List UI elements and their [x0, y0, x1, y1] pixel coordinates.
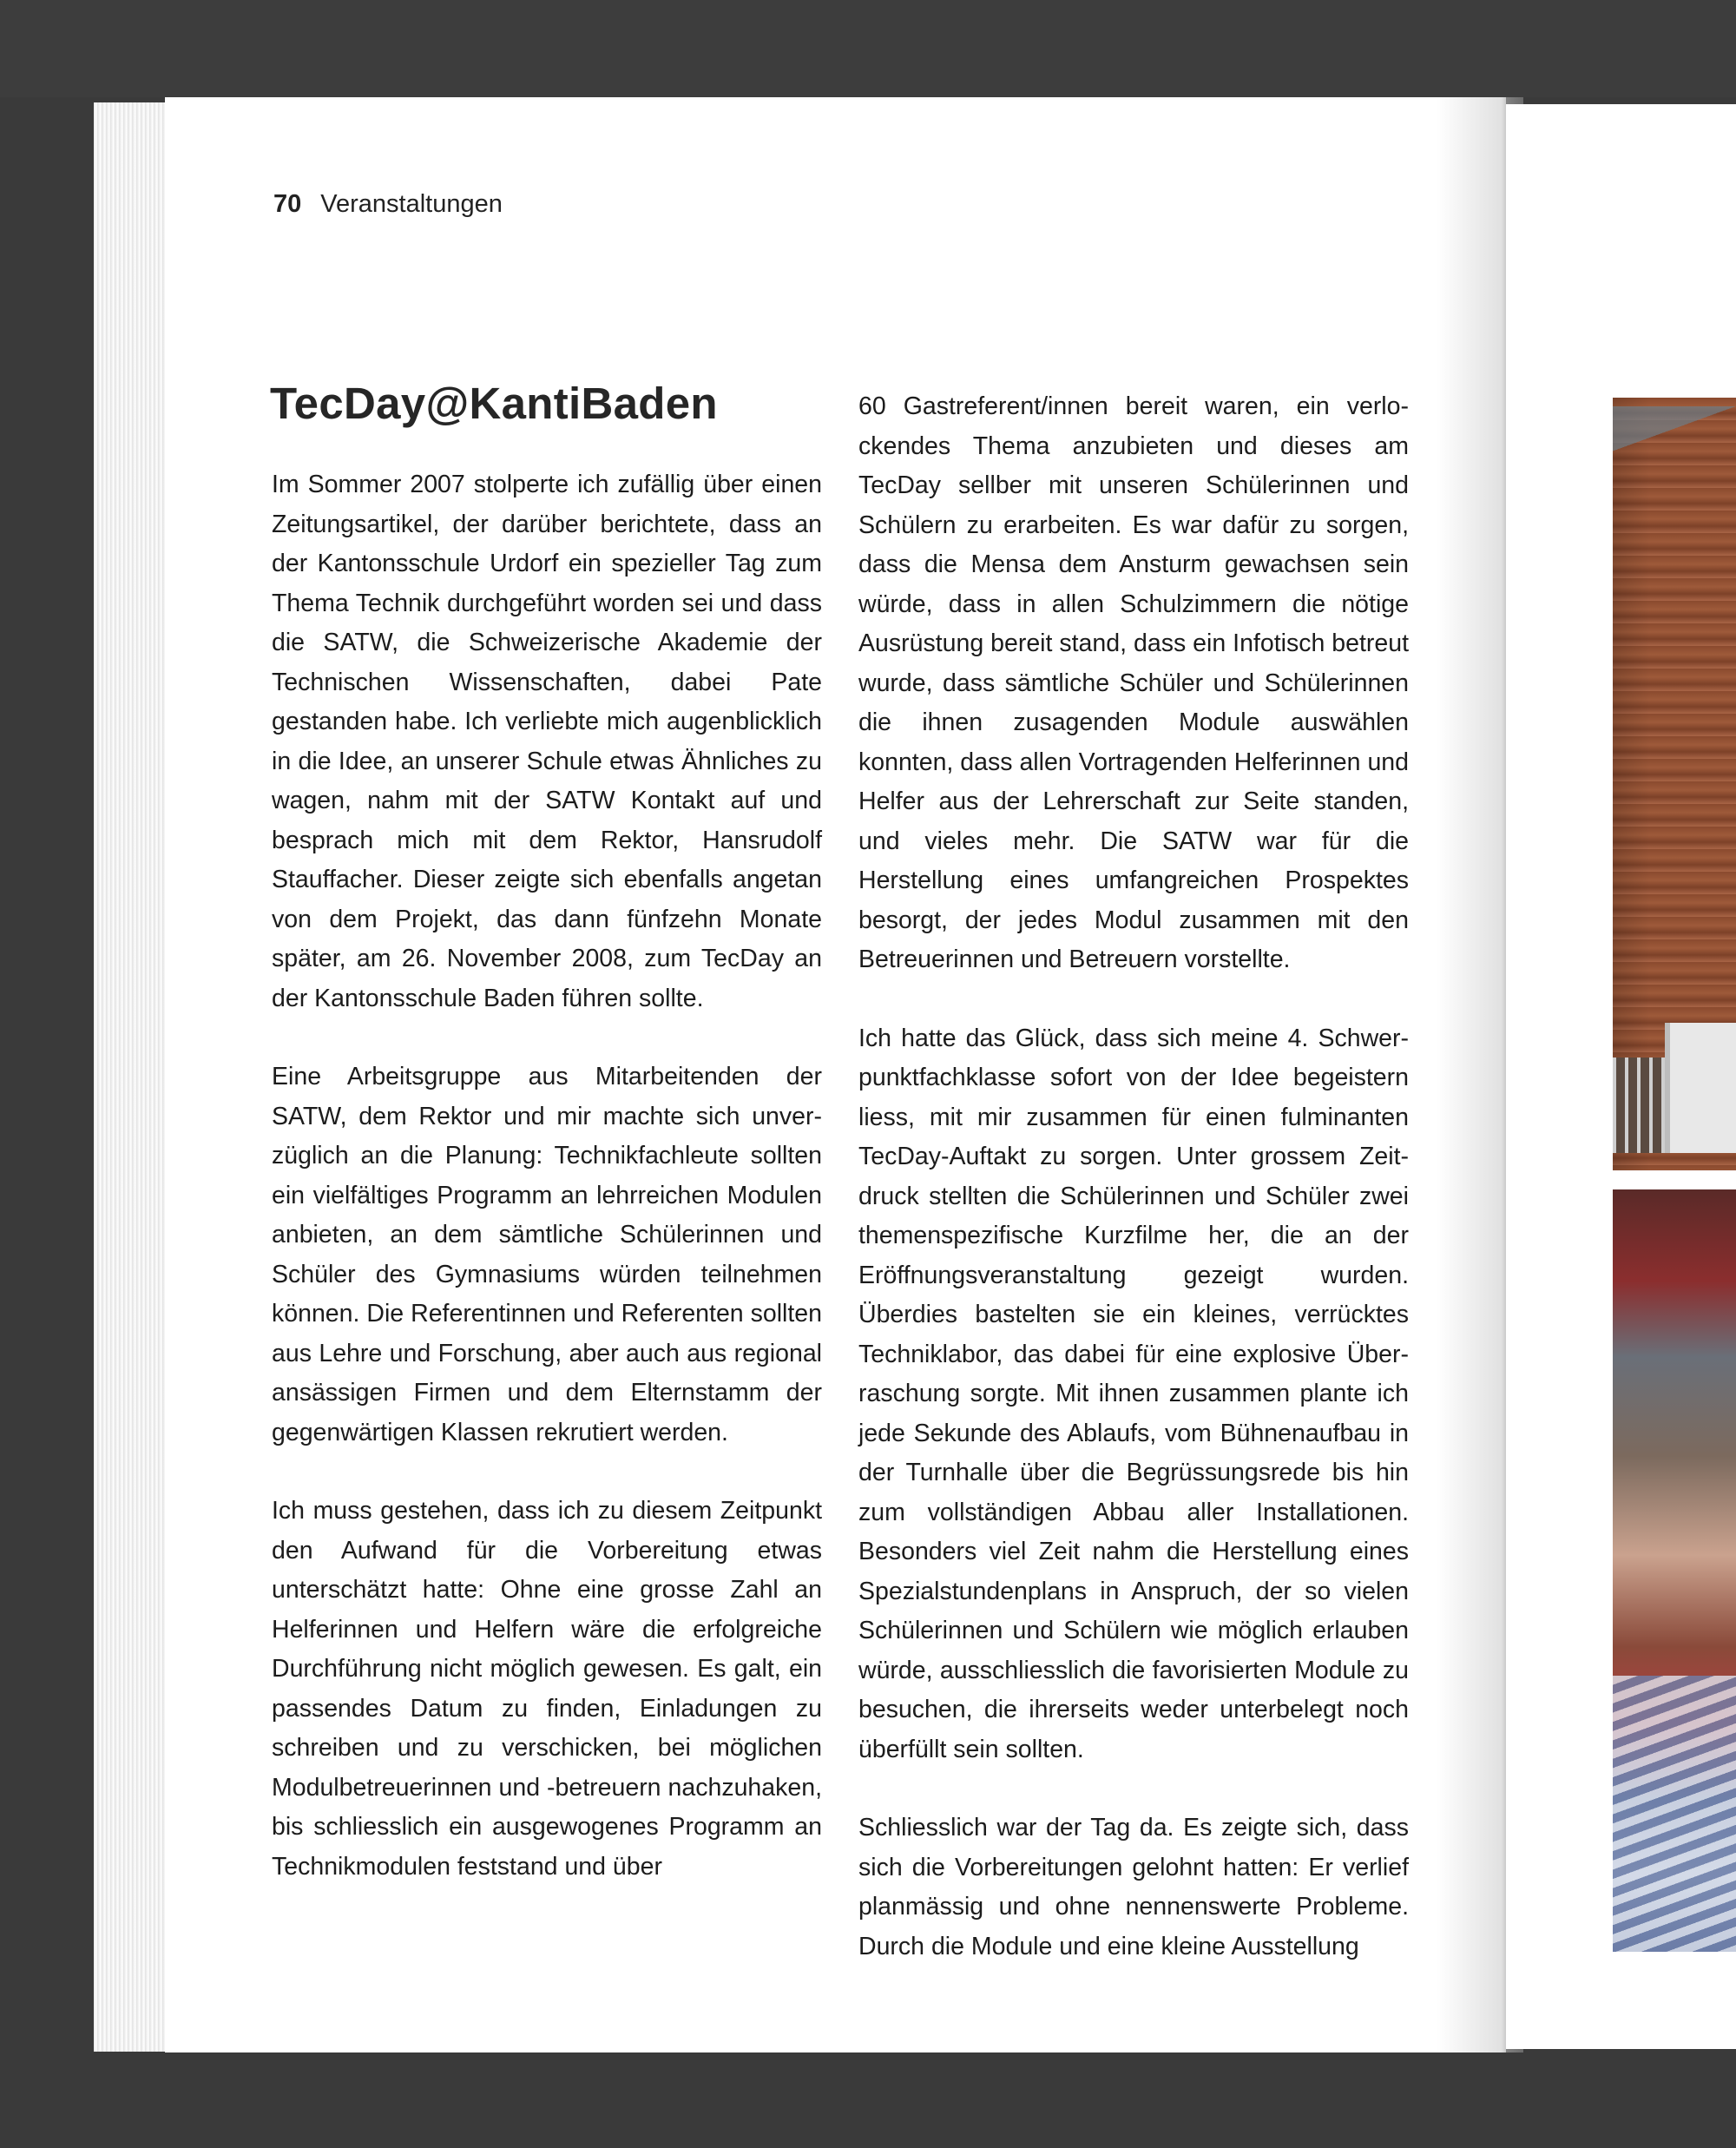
paragraph: Eine Arbeitsgruppe aus Mitarbeitenden der SATW, dem Rektor und mir machte sich unverzüglich an die Planung: Technikfachleute sollten ein vielfältiges Programm an lehrreichen Modulen anbieten, an dem sämtliche Schülerinnen und Schüler des Gymnasiums würden teilnehmen können. Die Referentinnen und Referenten sollten aus Lehre und Forschung, aber auch aus regional ansässigen Firmen und dem Elternstamm der gegenwärtigen Klassen rekrutiert werden. [272, 1063, 822, 1446]
photo-striped-shirt [1613, 1676, 1736, 1952]
photo-beam [1613, 406, 1736, 511]
text-column-right [858, 387, 1409, 1967]
paragraph: 60 Gastreferent/innen bereit waren, ein verlockendes Thema anzubieten und dieses am TecDay sellber mit unseren Schülerinnen und Schülern zu erarbeiten. Es war dafür zu sorgen, dass die Mensa dem Ansturm gewachsen sein würde, dass in allen Schulzimmern die nötige Ausrüstung bereit stand, dass ein Infotisch betreut wurde, dass sämtliche Schüler und Schülerinnen die ihnen zusagenden Module auswählen konnten, dass allen Vortragenden Helferinnen und Helfer aus der Lehrerschaft zur Seite standen, und vieles mehr. Die SATW war für die Herstellung eines umfangreichen Prospektes besorgt, der jedes Modul zusammen mit den Betreuerinnen und Betreuern vorstellte. [858, 392, 1409, 973]
paragraph: Im Sommer 2007 stolperte ich zufällig über einen Zeitungsartikel, der darüber berichtete, dass an der Kantonsschule Urdorf ein spezieller Tag zum Thema Technik durchgeführt worden sei und dass die SATW, die Schweizerische Akademie der Technischen Wissenschaften, dabei Pate gestanden habe. Ich verliebte mich augenblicklich in die Idee, an unserer Schule etwas Ähnliches zu wagen, nahm mit der SATW Kontakt auf und besprach mich mit dem Rektor, Hansrudolf Stauffacher. Dieser zeigte sich ebenfalls angetan von dem Projekt, das dann fünfzehn Monate später, am 26. November 2008, zum TecDay an der Kantonsschule Baden führen sollte. [272, 471, 822, 1012]
paragraph: Ich hatte das Glück, dass sich meine 4. Schwerpunktfachklasse sofort von der Idee begeistern liess, mit mir zusammen für einen fulminanten TecDay-Auftakt zu sorgen. Unter grossem Zeitdruck stellten die Schülerinnen und Schüler zwei themenspezifische Kurzfilme her, die an der Eröffnungsveranstaltung gezeigt wurden. Überdies bastelten sie ein kleines, verrücktes Techniklabor, das dabei für eine explosive Überraschung sorgte. Mit ihnen zusammen plante ich jede Sekunde des Ablaufs, vom Bühnenaufbau in der Turnhalle über die Begrüssungsrede bis hin zum vollständigen Abbau aller Installationen. Besonders viel Zeit nahm die Herstellung eines Spezialstundenplans in Anspruch, der so vielen Schülerinnen und Schülern wie möglich erlauben würde, ausschliesslich die favorisierten Module zu besuchen, die ihrerseits weder unterbelegt noch überfüllt sein sollten. [858, 1024, 1409, 1763]
article-title: TecDay@KantiBaden [270, 379, 718, 428]
paragraph: Ich muss gestehen, dass ich zu diesem Zeitpunkt den Aufwand für die Vorbereitung etwas unterschätzt hatte: Ohne eine grosse Zahl an Helferinnen und Helfern wäre die erfolgreiche Durchführung nicht möglich gewesen. Es galt, ein passendes Datum zu finden, Einladungen zu schreiben und zu verschicken, bei möglichen Modulbetreuerinnen und -betreuern nachzuhaken, bis schliesslich ein ausgewogenes Programm an Technikmodulen feststand und über [272, 1497, 822, 1881]
paragraph: Schliesslich war der Tag da. Es zeigte sich, dass sich die Vorbereitungen gelohnt hatten: Er verlief planmässig und ohne nennenswerte Probleme. Durch die Module und eine kleine Ausstellung [858, 1814, 1409, 1960]
running-header [273, 190, 503, 219]
page-number: 70 [273, 190, 302, 218]
page-stack-edges [94, 102, 172, 2052]
scan-background-bottom [0, 2052, 1736, 2148]
section-title: Veranstaltungen [320, 190, 503, 218]
photo-audience [1613, 1189, 1736, 1952]
photo-info-table [1665, 1023, 1736, 1153]
scan-background-top [0, 0, 1736, 97]
text-column-left [272, 465, 822, 1887]
photo-gym-hall [1613, 398, 1736, 1170]
